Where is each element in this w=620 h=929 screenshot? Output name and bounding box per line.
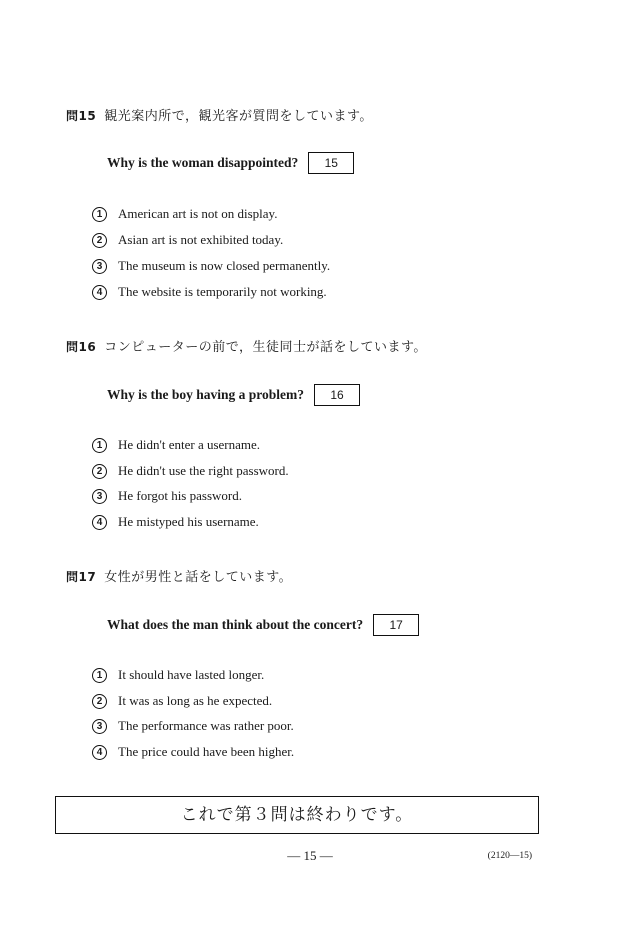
option (92, 718, 294, 734)
option (92, 693, 272, 709)
option (92, 258, 330, 274)
page-code: (2120—15) (487, 851, 532, 861)
option-text: Asian art is not exhibited today. (118, 232, 284, 247)
option-marker-icon: 2 (92, 464, 107, 479)
question-situation: 女性が男性と話をしています。 (104, 570, 293, 585)
option-marker-icon: 2 (92, 233, 107, 248)
question-number: 問16 (66, 340, 97, 354)
option-marker-icon: 1 (92, 438, 107, 453)
option-marker-icon: 4 (92, 515, 107, 530)
answer-box: 16 (314, 384, 360, 406)
question-number: 問15 (66, 109, 97, 123)
option (92, 463, 289, 479)
answer-box: 17 (373, 614, 419, 636)
prompt-text: Why is the boy having a problem? (107, 387, 305, 402)
page-number: — 15 — (287, 848, 333, 863)
option-text: It should have lasted longer. (118, 667, 265, 682)
option-marker-icon: 1 (92, 207, 107, 222)
option-text: The website is temporarily not working. (118, 284, 327, 299)
option-text: It was as long as he expected. (118, 693, 273, 708)
prompt-text: What does the man think about the concert? (107, 617, 364, 632)
option (92, 206, 277, 222)
question-15-prompt (107, 152, 354, 174)
option (92, 744, 294, 760)
option-text: American art is not on display. (118, 206, 278, 221)
option (92, 488, 242, 504)
option-marker-icon: 3 (92, 489, 107, 504)
option (92, 437, 260, 453)
answer-box: 15 (308, 152, 354, 174)
option (92, 232, 283, 248)
question-situation: 観光案内所で，観光客が質問をしています。 (104, 109, 373, 124)
option-marker-icon: 1 (92, 668, 107, 683)
option-marker-icon: 4 (92, 285, 107, 300)
end-notice: これで第３問は終わりです。 (55, 796, 539, 834)
option-text: The performance was rather poor. (118, 718, 294, 733)
option-marker-icon: 3 (92, 719, 107, 734)
option-marker-icon: 2 (92, 694, 107, 709)
option-text: He didn't use the right password. (118, 463, 289, 478)
option (92, 284, 327, 300)
question-16-prompt (107, 384, 360, 406)
option-text: He forgot his password. (118, 488, 242, 503)
option-text: The museum is now closed permanently. (118, 258, 331, 273)
question-situation: コンピューターの前で，生徒同士が話をしています。 (104, 340, 427, 355)
option (92, 667, 264, 683)
question-17-header (66, 566, 292, 585)
option-text: He mistyped his username. (118, 514, 259, 529)
question-15-header (66, 105, 373, 124)
prompt-text: Why is the woman disappointed? (107, 155, 299, 170)
question-17-prompt (107, 614, 419, 636)
option-text: The price could have been higher. (118, 744, 295, 759)
option-marker-icon: 4 (92, 745, 107, 760)
question-16-header (66, 336, 427, 355)
option (92, 514, 259, 530)
option-marker-icon: 3 (92, 259, 107, 274)
option-text: He didn't enter a username. (118, 437, 261, 452)
question-number: 問17 (66, 570, 97, 584)
